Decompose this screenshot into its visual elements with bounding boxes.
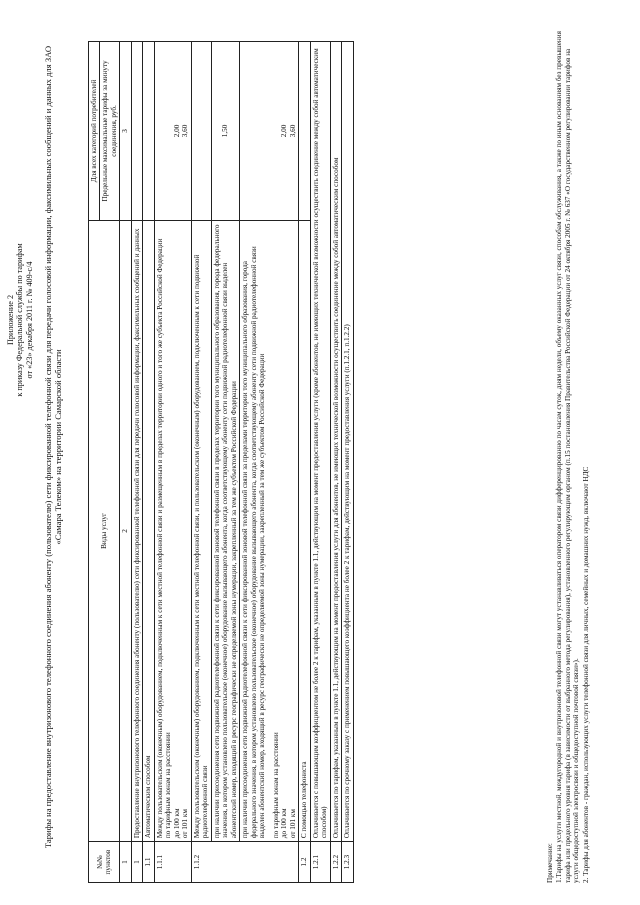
table-row <box>310 42 330 883</box>
table-row <box>191 42 211 883</box>
row-service: при наличии присоединения сети подвижной радиотелефонной связи к сети фиксированной зоновой телефонной связи в пределах территории того муниципального образования, города федерального значения, в котором установлено пользовательское (оконечное) оборудование вызывающего абонента, когда соответствующему абоненту сети подвижной радиотелефонной связи выделен абонентский номер, входящий в ресурс географически не определяемой зоны нумерации, закрепленный за тем же субъектом Российской Федерации <box>211 220 239 841</box>
distance-from-101: от 101 км <box>181 809 190 839</box>
table-header-row <box>89 42 100 883</box>
header-max-tariff: Предельные максимальные тарифы за минуту соединения, руб. <box>100 42 120 221</box>
row-service: Оплачивается по срочному заказу с применением повышающего коэффициента не более 2 к тарифам, действующим на момент предоставления услуги (п.1.2.1, п.1.2.2) <box>342 42 353 842</box>
table-row <box>211 42 239 883</box>
appendix-line-3: от «23» декабря 2011 г. № 409-с/4 <box>24 261 34 379</box>
table-row <box>240 42 299 883</box>
tariff-table <box>88 41 354 883</box>
row-service: Предоставление внутризонового телефонного соединения абоненту (пользователю) сети фиксированной телефонной связи для передачи голосовой информации, факсимильных сообщений и данных <box>131 220 142 841</box>
table-row <box>154 42 191 883</box>
row-service: Между пользовательским (оконечным) оборудованием, подключенным к сети местной телефонной связи, и пользовательским (оконечным) оборудованием, подключенным к сети подвижной радиотелефонной связи <box>191 220 211 841</box>
row-number: 1.1 <box>143 842 154 883</box>
document-title <box>44 17 64 877</box>
col-number-1: 1 <box>120 842 131 883</box>
row-tariff <box>154 42 191 221</box>
distance-up-to-100: до 100 км <box>280 808 289 839</box>
row-tariff <box>131 42 142 221</box>
row-tariff <box>240 42 299 221</box>
row-service: Оплачивается по тарифам, указанным в пункте 1.1, действующим на момент предоставления услуги для абонентов, не имеющих технической возможности осуществить соединение между собой автоматическим способом <box>330 42 341 842</box>
row-number: 1.2 <box>299 842 310 883</box>
header-all-consumers: Для всех категорий потребителей <box>89 42 100 221</box>
title-line-1: Тарифы на предоставление внутризонового телефонного соединения абоненту (пользователю) сети фиксированной телефонной связи для передачи голосовой информации, факсимильных сообщений и данных для ЗАО <box>43 45 53 849</box>
note-2: 2. Тарифы для абонентов - граждан, использующих услуги телефонной связи для личных, семейных и домашних нужд, включают НДС <box>581 466 590 883</box>
row-number: 1.2.3 <box>342 842 353 883</box>
table-row <box>342 42 353 883</box>
notes <box>546 28 591 883</box>
row-number: 1.2.2 <box>330 842 341 883</box>
row-service: С помощью телефониста <box>299 220 310 841</box>
col-number-3: 3 <box>120 42 131 221</box>
appendix-line-2: к приказу Федеральной службы по тарифам <box>15 243 25 397</box>
header-item-number: №№ пунктов <box>89 842 120 883</box>
row-tariff <box>143 42 154 221</box>
tariff-value: 1,50 <box>211 42 239 221</box>
notes-heading: Примечание: <box>546 843 554 883</box>
distance-label: по тарифным зонам на расстоянии <box>164 732 173 839</box>
row-service: Автоматическим способом <box>143 220 154 841</box>
row-number: 1.1.2 <box>191 842 298 883</box>
table-column-numbers <box>120 42 131 883</box>
row-number: 1.2.1 <box>310 842 330 883</box>
row-service <box>240 220 299 841</box>
table-row <box>131 42 142 883</box>
service-description: Между пользовательским (оконечным) оборудованием, подключенным к сети местной телефонной связи и размещенным в пределах территории одного и того же субъекта Российской Федерации <box>155 238 164 839</box>
tariff-value: 3,60 <box>288 124 297 138</box>
tariff-value: 2,00 <box>172 124 181 138</box>
col-number-2: 2 <box>120 220 131 841</box>
row-number: 1 <box>131 842 142 883</box>
header-services: Виды услуг <box>89 220 120 841</box>
table-row <box>330 42 341 883</box>
row-service <box>154 220 191 841</box>
tariff-value: 3,60 <box>181 124 190 138</box>
title-line-2: «Самара Телеком» на территории Самарской области <box>52 349 63 545</box>
note-1: 1.Тарифы на услуги местной, междугородной и внутризоновой телефонной связи могут устанавливаться оператором связи дифференцированно по часам суток, дням недели, объему оказанных услуг связи, способам обслуживания, а также по иным основаниям без превышения тарифа или предельного уровня тарифа (в зависимости от выбранного метода регулирования), установленного регулирующим органом (п.15 постановления Правительства Российской Федерации от 24 октября 2005 г. № 637 «О государственном регулировании тарифов на услуги общедоступной электросвязи и общедоступной почтовой связи»). <box>555 31 581 883</box>
table-row <box>143 42 154 883</box>
table-row <box>299 42 310 883</box>
tariff-value: 2,00 <box>280 124 289 138</box>
row-number: 1.1.1 <box>154 842 191 883</box>
distance-label: по тарифным зонам на расстоянии <box>271 732 280 839</box>
distance-up-to-100: до 100 км <box>172 808 181 839</box>
appendix-line-1: Приложение 2 <box>6 294 15 346</box>
service-description: при наличии присоединения сети подвижной радиотелефонной связи к сети фиксированной зоновой телефонной связи за пределами территории того муниципального образования, города федерального значения, в котором установлено пользовательское (оконечное) оборудование вызывающего абонента, когда соответствующему абоненту сети подвижной радиотелефонной связи выделен абонентский номер, входящий в ресурс географически не определяемой зоны нумерации, закрепленный за тем же субъектом Российской Федерации <box>241 246 267 839</box>
row-tariff <box>191 42 211 221</box>
row-tariff <box>299 42 310 221</box>
row-service: Оплачивается с повышающим коэффициентом не более 2 к тарифам, указанным в пункте 1.1, действующим на момент предоставления услуги (кроме абонентов, не имеющих технической возможности осуществить соединение между собой автоматическим способом) <box>310 42 330 842</box>
appendix-header <box>6 190 34 450</box>
distance-from-101: от 101 км <box>288 809 297 839</box>
